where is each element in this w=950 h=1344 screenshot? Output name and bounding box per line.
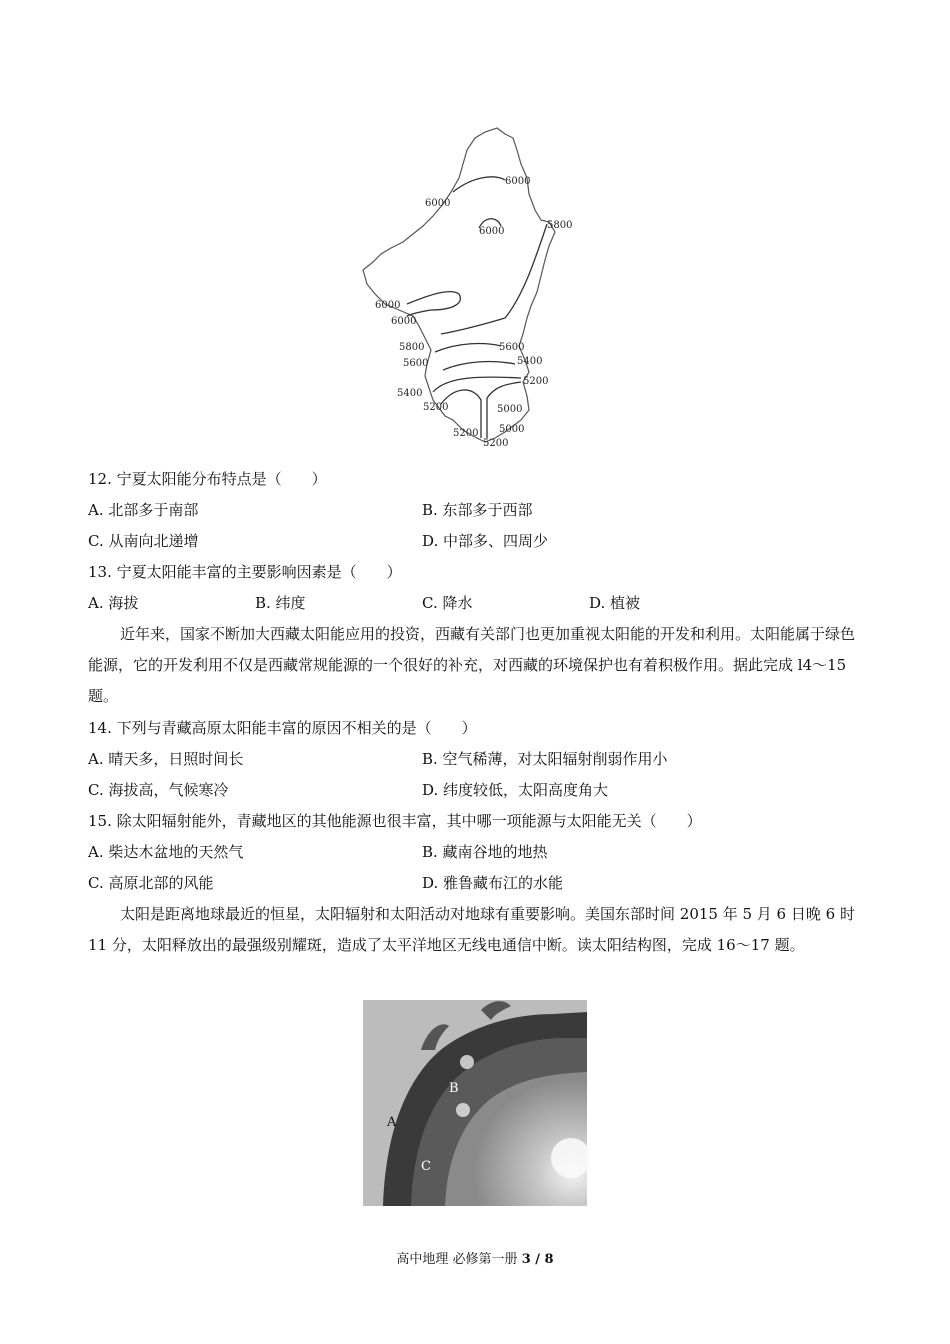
contour-label: 5200 <box>523 376 549 387</box>
contour-label: 5600 <box>403 358 429 369</box>
q14-option-a[interactable]: A. 晴天多，日照时间长 <box>88 750 244 768</box>
label-b: B <box>449 1081 459 1096</box>
core-glow <box>551 1138 591 1178</box>
bright-spot <box>456 1103 470 1117</box>
contour-label: 5200 <box>423 402 449 413</box>
label-c: C <box>421 1159 431 1174</box>
q15-option-b[interactable]: B. 藏南谷地的地热 <box>422 843 548 861</box>
page-footer <box>0 1248 950 1267</box>
q13-option-d[interactable]: D. 植被 <box>589 594 641 612</box>
q12-option-c[interactable]: C. 从南向北递增 <box>88 532 199 550</box>
q13-option-c[interactable]: C. 降水 <box>422 594 473 612</box>
ningxia-solar-map <box>355 120 573 455</box>
contour-label: 6000 <box>375 300 401 311</box>
q13-option-a[interactable]: A. 海拔 <box>88 594 139 612</box>
sun-structure-figure <box>363 1000 587 1206</box>
contour-label: 5600 <box>499 342 525 353</box>
q14-option-c[interactable]: C. 海拔高，气候寒冷 <box>88 781 229 799</box>
passage-tibet-solar: 近年来，国家不断加大西藏太阳能应用的投资，西藏有关部门也更加重视太阳能的开发和利用。太阳能属于绿色能源，它的开发利用不仅是西藏常规能源的一个很好的补充，对西藏的环境保护也有着积极作用。据此完成 l4～15 题。 <box>88 625 856 705</box>
contour-label: 5400 <box>517 356 543 367</box>
contour-label: 6000 <box>391 316 417 327</box>
q15-option-a[interactable]: A. 柴达木盆地的天然气 <box>88 843 244 861</box>
bright-spot <box>460 1055 474 1069</box>
contour-line <box>407 292 460 316</box>
q15-option-c[interactable]: C. 高原北部的风能 <box>88 874 214 892</box>
contour-label: 6000 <box>505 176 531 187</box>
footer-subject: 高中地理 必修第一册 <box>396 1252 522 1267</box>
contour-label: 6000 <box>479 226 505 237</box>
q12-option-b[interactable]: B. 东部多于西部 <box>422 501 533 519</box>
contour-label: 5200 <box>453 428 479 439</box>
contour-label: 5200 <box>483 438 509 449</box>
q14-stem: 14. 下列与青藏高原太阳能丰富的原因不相关的是（ ） <box>88 719 477 737</box>
contour-line <box>443 362 515 370</box>
q12-option-d[interactable]: D. 中部多、四周少 <box>422 532 549 550</box>
q14-option-d[interactable]: D. 纬度较低，太阳高度角大 <box>422 781 609 799</box>
contour-line <box>435 344 501 352</box>
label-a: A <box>387 1115 397 1130</box>
contour-label: 5400 <box>397 388 423 399</box>
q13-stem: 13. 宁夏太阳能丰富的主要影响因素是（ ） <box>88 563 402 581</box>
contour-label: 6000 <box>425 198 451 209</box>
contour-label: 5800 <box>547 220 573 231</box>
q14-option-b[interactable]: B. 空气稀薄，对太阳辐射削弱作用小 <box>422 750 668 768</box>
contour-label: 5000 <box>497 404 523 415</box>
q12-stem: 12. 宁夏太阳能分布特点是（ ） <box>88 470 327 488</box>
contour-line <box>453 177 505 192</box>
contour-line <box>441 224 547 334</box>
contour-label: 5800 <box>399 342 425 353</box>
q15-stem: 15. 除太阳辐射能外，青藏地区的其他能源也很丰富，其中哪一项能源与太阳能无关（ ） <box>88 812 702 830</box>
q15-option-d[interactable]: D. 雅鲁藏布江的水能 <box>422 874 564 892</box>
passage-solar-flare: 太阳是距离地球最近的恒星，太阳辐射和太阳活动对地球有重要影响。美国东部时间 2015 年 5 月 6 日晚 6 时 11 分，太阳释放出的最强级别耀斑，造成了太平洋地区无线电通信中断。读太阳结构图，完成 16～17 题。 <box>88 905 855 954</box>
page-number: 3 / 8 <box>521 1252 554 1267</box>
q12-option-a[interactable]: A. 北部多于南部 <box>88 501 199 519</box>
contour-label: 5000 <box>499 424 525 435</box>
q13-option-b[interactable]: B. 纬度 <box>255 594 306 612</box>
